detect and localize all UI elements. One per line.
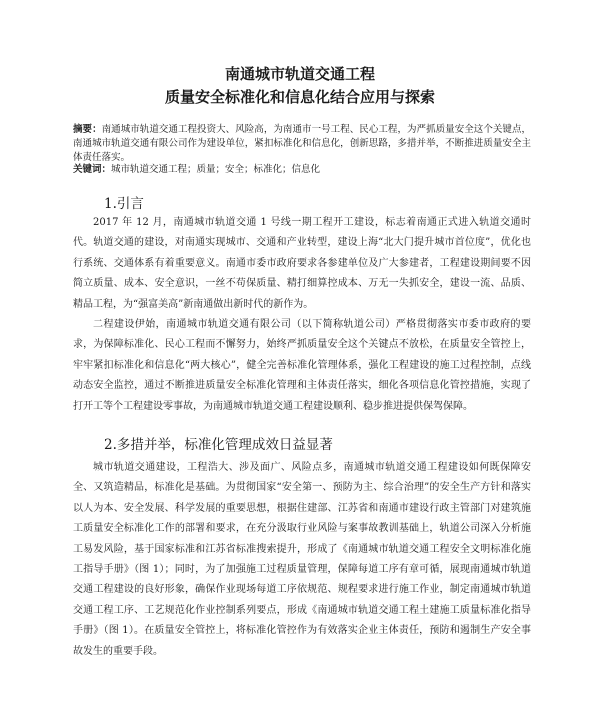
section-1-paragraph-2: 二程建设伊始，南通城市轨道交通有限公司（以下简称轨道公司）严格贯彻落实市委市政府的要求，为保障标准化、民心工程而不懈努力，始终严抓质量安全这个关键点不放松，在质量安全管控上，牢牢紧扣标准化和信息化“两大核心”，健全完善标准化管理体系，强化工程建设的施工过程控制，点线动态安全监控，通过不断推进质量安全标准化管理和主体责任落实，细化各项信息化管控措施，实现了打开工等个工程建设零事故，为南通城市轨道交通工程建设顺利、稳步推进提供保驾保障。 xyxy=(73,319,531,412)
keywords xyxy=(73,163,531,177)
paper-title-line-2: 质量安全标准化和信息化结合应用与探索 xyxy=(164,88,435,106)
section-1-heading: 1.引言 xyxy=(104,196,144,212)
abstract-label: 摘要： xyxy=(73,124,102,135)
paper-title-line-1: 南通城市轨道交通工程 xyxy=(224,65,375,83)
keywords-text: 城市轨道交通工程；质量；安全；标准化；信息化 xyxy=(111,164,321,175)
abstract xyxy=(73,123,531,165)
abstract-text: 南通城市轨道交通工程投资大、风险高，为南通市一号工程、民心工程，为严抓质量安全这个关键点，南通城市轨道交通有限公司作为建设单位，紧扣标准化和信息化，创新思路，多措并举，不断推进质量安全主体责任落实。 xyxy=(73,124,531,163)
keywords-label: 关键词： xyxy=(73,164,112,175)
section-2-heading: 2.多措并举，标准化管理成效日益显著 xyxy=(104,437,333,453)
section-2-paragraph-1: 城市轨道交通建设，工程浩大、涉及面广、风险点多，南通城市轨道交通工程建设如何既保障安全、又筑造精品，标准化是基础。为贯彻国家“安全第一、预防为主、综合治理”的安全生产方针和落实以人为本、安全发展、科学发展的重要思想，根据住建部、江苏省和南通市建设行政主管部门对建筑施工质量安全标准化工作的部署和要求，在充分汲取行业风险与案事故教训基础上，轨道公司深入分析施工易发风险，基于国家标准和江苏省标准搜索提升，形成了《南通城市轨道交通工程安全文明标准化施工指导手册》（图 1）；同时，为了加强施工过程质量管理，保障每道工序有章可循，展现南通城市轨道交通工程建设的良好形象，确保作业现场每道工序依规范、规程要求进行施工作业，制定南通城市轨道交通工程工序、工艺规范化作业控制系列要点，形成《南通城市轨道交通工程土建施工质量标准化指导手册》（图 1）。在质量安全管控上，将标准化管控作为有效落实企业主体责任，预防和遏制生产安全事故发生的重要手段。 xyxy=(73,462,531,657)
section-1-paragraph-1: 2017 年 12 月，南通城市轨道交通 1 号线一期工程开工建设，标志着南通正式进入轨道交通时代。轨道交通的建设，对南通实现城市、交通和产业转型，建设上海“北大门提升城市首位度”，优化也行系统、交通体系有着重要意义。南通市委市政府要求各参建单位及广大参建者，工程建设期间要不因简立质量、成本、安全意识，一丝不苟保质量、精打细算控成本、万无一失抓安全，建设一流、品质、精品工程，为“强富美高”新南通做出新时代的新作为。 xyxy=(73,217,531,310)
